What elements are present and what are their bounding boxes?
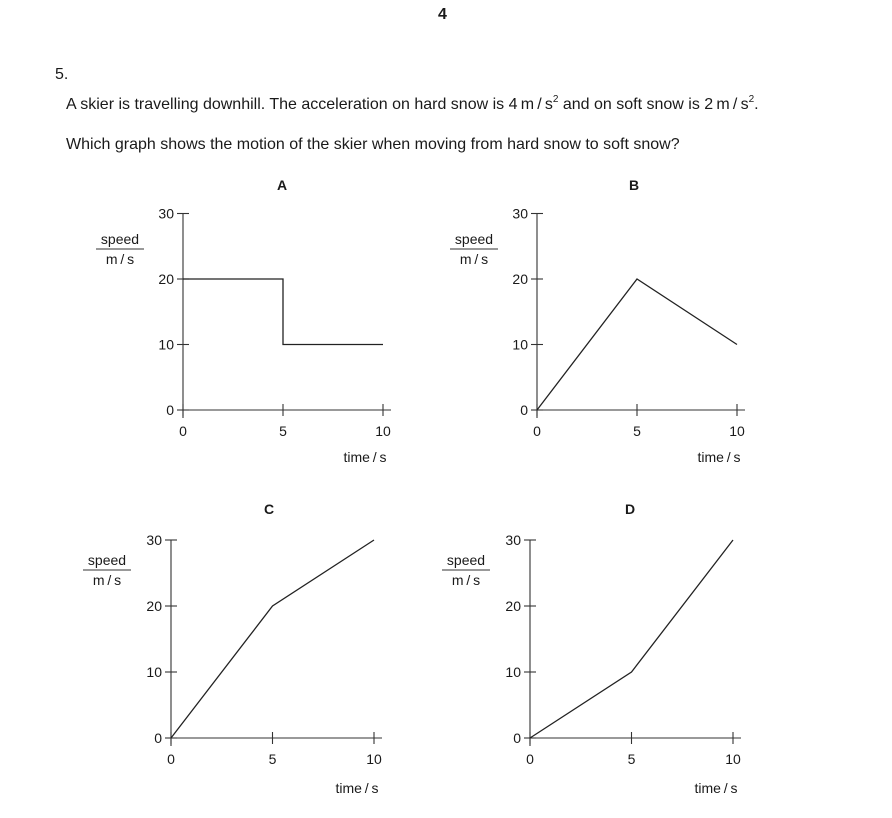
graph-b-y-label-bottom: m / s xyxy=(459,251,489,267)
graph-a-x-tick-label-5: 5 xyxy=(279,423,287,439)
graph-c-x-label: time / s xyxy=(335,780,379,796)
graph-d-y-tick-label-20: 20 xyxy=(505,598,521,614)
graph-d-y-tick-label-10: 10 xyxy=(505,664,521,680)
graph-d-y-tick-label-30: 30 xyxy=(505,532,521,548)
graph-c-speed-line xyxy=(171,540,374,738)
graph-d-y-tick-label-0: 0 xyxy=(513,730,521,746)
graph-c-y-tick-label-10: 10 xyxy=(146,664,162,680)
question-number: 5. xyxy=(55,66,69,83)
stem-part-1: A skier is travelling downhill. The acceleration on hard snow is 4 m / s xyxy=(66,96,553,113)
stem-part-2: and on soft snow is 2 m / s xyxy=(558,96,749,113)
graph-d-x-label: time / s xyxy=(694,780,738,796)
graph-b-speed-line xyxy=(537,279,737,410)
graph-d-speed-line xyxy=(530,540,733,738)
graph-d-y-label-bottom: m / s xyxy=(451,572,481,588)
graph-a-speed-line xyxy=(183,279,383,345)
graph-b-y-tick-label-20: 20 xyxy=(512,271,528,287)
page-number: 4 xyxy=(438,6,447,23)
graph-c-y-tick-label-30: 30 xyxy=(146,532,162,548)
graph-b-y-tick-label-30: 30 xyxy=(512,205,528,222)
graph-c-y-tick-label-20: 20 xyxy=(146,598,162,614)
graph-b-y-tick-label-10: 10 xyxy=(512,336,528,353)
graph-b-x-tick-label-0: 0 xyxy=(533,423,541,439)
graph-b-title: B xyxy=(628,177,640,193)
graph-d-x-tick-label-10: 10 xyxy=(725,751,741,767)
graph-a-y-label-top: speed xyxy=(100,231,140,247)
graph-b-x-label: time / s xyxy=(697,449,741,465)
question-prompt: Which graph shows the motion of the skier when moving from hard snow to soft snow? xyxy=(66,136,680,153)
graph-a-title: A xyxy=(276,177,288,193)
graph-b-y-label-top: speed xyxy=(454,231,494,247)
exponent-2: 2 xyxy=(748,94,755,105)
graph-b-y-tick-label-0: 0 xyxy=(520,402,528,418)
graph-c-y-label-bottom: m / s xyxy=(92,572,122,588)
graph-a-y-tick-label-30: 30 xyxy=(158,205,174,222)
stem-end: . xyxy=(754,96,759,113)
graph-d-x-tick-label-5: 5 xyxy=(627,751,636,767)
graph-d-x-tick-label-0: 0 xyxy=(526,751,534,767)
graph-a-x-tick-label-10: 10 xyxy=(375,423,391,439)
graph-a-x-tick-label-0: 0 xyxy=(179,423,187,439)
graph-c-x-tick-label-0: 0 xyxy=(167,751,175,767)
exponent-1: 2 xyxy=(552,94,559,105)
graph-d-y-label-top: speed xyxy=(446,552,486,568)
graph-a-y-tick-label-0: 0 xyxy=(166,402,174,418)
graph-c-x-tick-label-10: 10 xyxy=(366,751,382,767)
graph-c-y-tick-label-0: 0 xyxy=(154,730,162,746)
graph-a-y-label-bottom: m / s xyxy=(105,251,135,267)
graph-c-y-label-top: speed xyxy=(87,552,127,568)
graph-b-x-tick-label-5: 5 xyxy=(633,423,641,439)
graph-c-x-tick-label-5: 5 xyxy=(268,751,277,767)
graph-d-title: D xyxy=(624,501,636,517)
graph-c-title: C xyxy=(263,501,275,517)
graph-a-y-tick-label-10: 10 xyxy=(158,336,174,353)
graph-a-y-tick-label-20: 20 xyxy=(158,271,174,287)
graph-b-x-tick-label-10: 10 xyxy=(729,423,745,439)
graph-a-x-label: time / s xyxy=(343,449,387,465)
